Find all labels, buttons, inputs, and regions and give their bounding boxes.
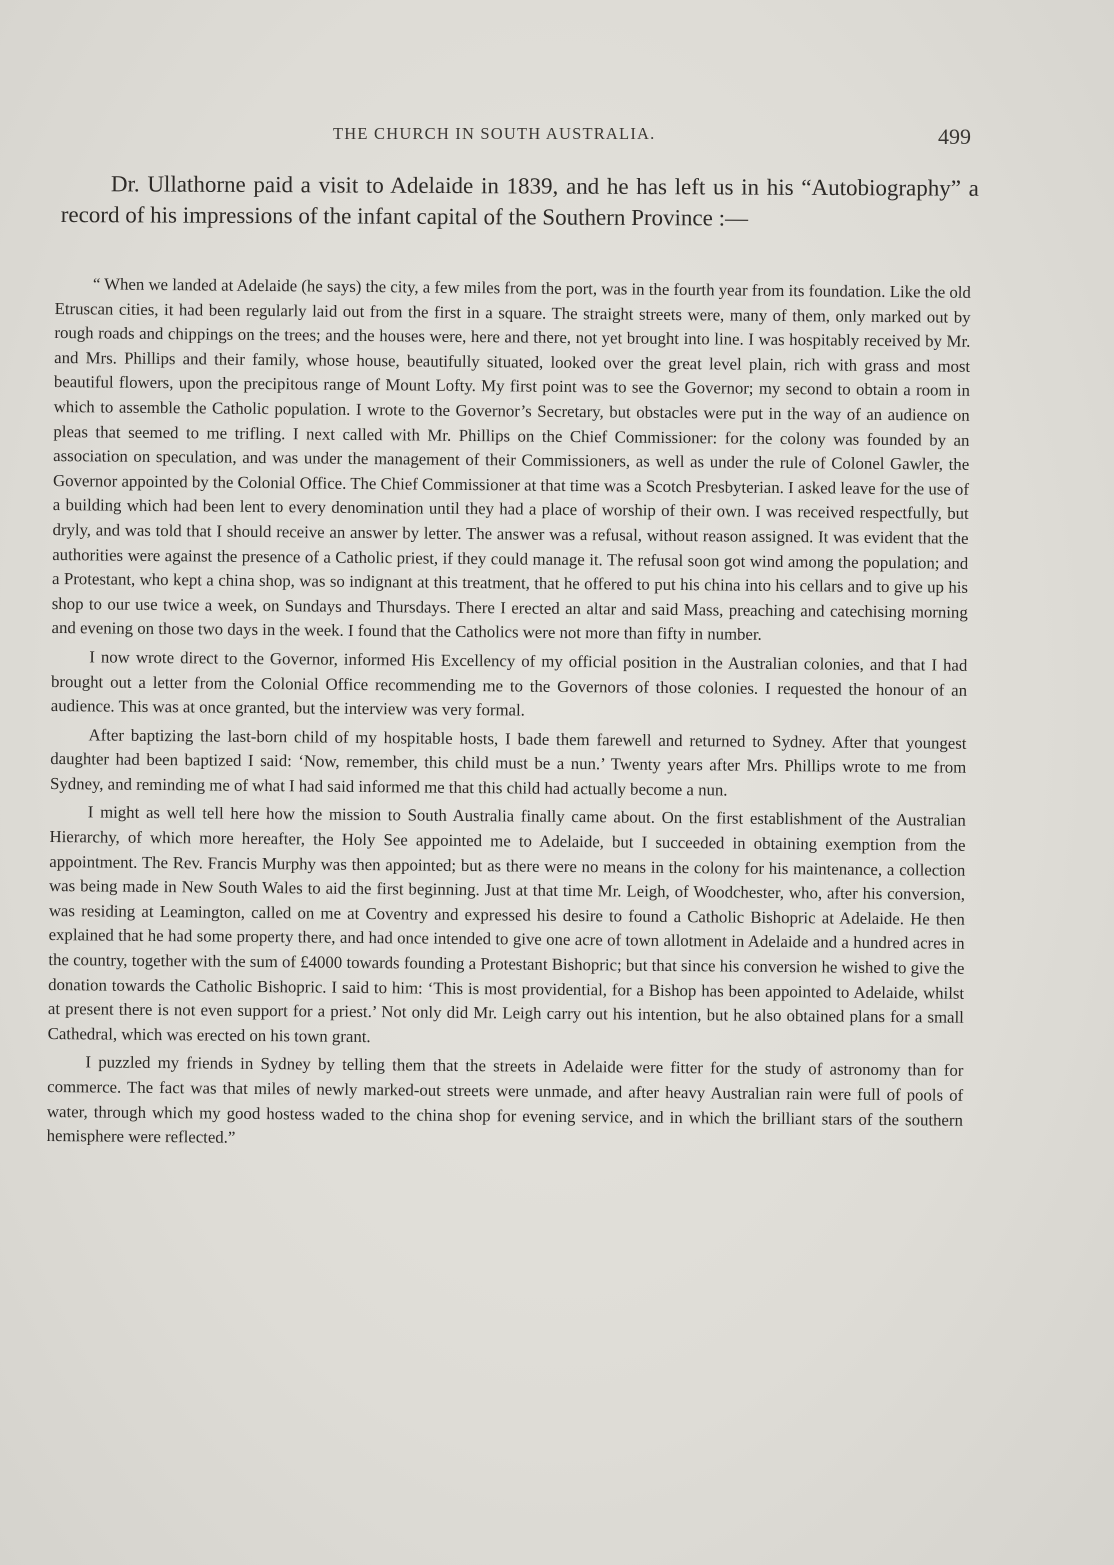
quote-paragraph-3: After baptizing the last-born child of my hospitable hosts, I bade them farewell and returned to Sydney. After that youngest daughter had been baptized I said: ‘Now, remember, this child must be a nun.’ Twenty years after Mrs. Phillips wrote to me from Sydney, and reminding me of what I had said informed me that this child had actually become a nun. [50, 725, 967, 800]
quote-paragraph-1: “ When we landed at Adelaide (he says) the city, a few miles from the port, was in the fourth year from its foundation. Like the old Etruscan cities, it had been regularly laid out from the first in a square. The straight streets were, many of them, only marked out by rough roads and chippings on the trees; and the houses were, here and there, not yet brought into line. I was hospitably received by Mr. and Mrs. Phillips and their family, whose house, beautifully situated, looked over the great level plain, rich with grass and most beautiful flowers, upon the precipitous range of Mount Lofty. My first point was to see the Governor; my second to obtain a room in which to assemble the Catholic population. I wrote to the Governor’s Secretary, but obstacles were put in the way of an audience on pleas that seemed to me trifling. I next called with Mr. Phillips on the Chief Commissioner: for the colony was founded by an association on speculation, and was under the management of their Commissioners, as well as under the rule of Colonel Gawler, the Governor appointed by the Colonial Office. The Chief Commissioner at that time was a Scotch Presbyterian. I asked leave for the use of a building which had been lent to every denomination until they had a place of worship of their own. I was received respectfully, but dryly, and was told that I should receive an answer by letter. The answer was a refusal, without reason assigned. It was evident that the authorities were against the presence of a Catholic priest, if they could manage it. The refusal soon got wind among the population; and a Protestant, who kept a china shop, was so indignant at this treatment, that he offered to put his china into his cellars and to give up his shop to our use twice a week, on Sundays and Thursdays. There I erected an altar and said Mass, preaching and catechising morning and evening on those two days in the week. I found that the Catholics were not more than fifty in number. [51, 274, 971, 645]
intro-paragraph: Dr. Ullathorne paid a visit to Adelaide in 1839, and he has left us in his “Autobiography” a record of his impressions of the infant capital of the Southern Province :— [60, 171, 979, 231]
quote-paragraph-5: I puzzled my friends in Sydney by telling them that the streets in Adelaide were fitter for the study of astronomy than for commerce. The fact was that miles of newly marked-out streets were unmade, and after heavy Australian rain were full of pools of water, through which my good hostess waded to the china shop for evening service, and in which the brilliant stars of the southern hemisphere were reflected.” [46, 1052, 964, 1147]
page-number: 499 [938, 124, 971, 149]
quote-paragraph-2: I now wrote direct to the Governor, informed His Excellency of my official position in the Australian colonies, and that I had brought out a letter from the Colonial Office recommending me to the Governors of those colonies. I requested the honour of an audience. This was at once granted, but the interview was very formal. [50, 647, 968, 720]
quote-paragraph-4: I might as well tell here how the mission to South Australia finally came about. On the first establishment of the Australian Hierarchy, of which more hereafter, the Holy See appointed me to Adelaide, but I succeeded in obtaining exemption from the appointment. The Rev. Francis Murphy was then appointed; but as there were no means in the colony for his maintenance, a collection was being made in New South Wales to aid the first beginning. Just at that time Mr. Leigh, of Woodchester, who, after his conversion, was residing at Leamington, called on me at Coventry and expressed his desire to found a Catholic Bishopric at Adelaide. He then explained that he had some property there, and had once intended to give one acre of town allotment in Adelaide and a hundred acres in the country, together with the sum of £4000 towards founding a Protestant Bishopric; but that since his conversion he wished to give the donation towards the Catholic Bishopric. I said to him: ‘This is most providential, for a Bishop has been appointed to Adelaide, whilst at present there is not even support for a priest.’ Not only did Mr. Leigh carry out his intention, but he also obtained plans for a small Cathedral, which was erected on his town grant. [47, 802, 966, 1046]
quoted-passage [47, 272, 971, 1162]
running-title: THE CHURCH IN SOUTH AUSTRALIA. [333, 124, 656, 143]
